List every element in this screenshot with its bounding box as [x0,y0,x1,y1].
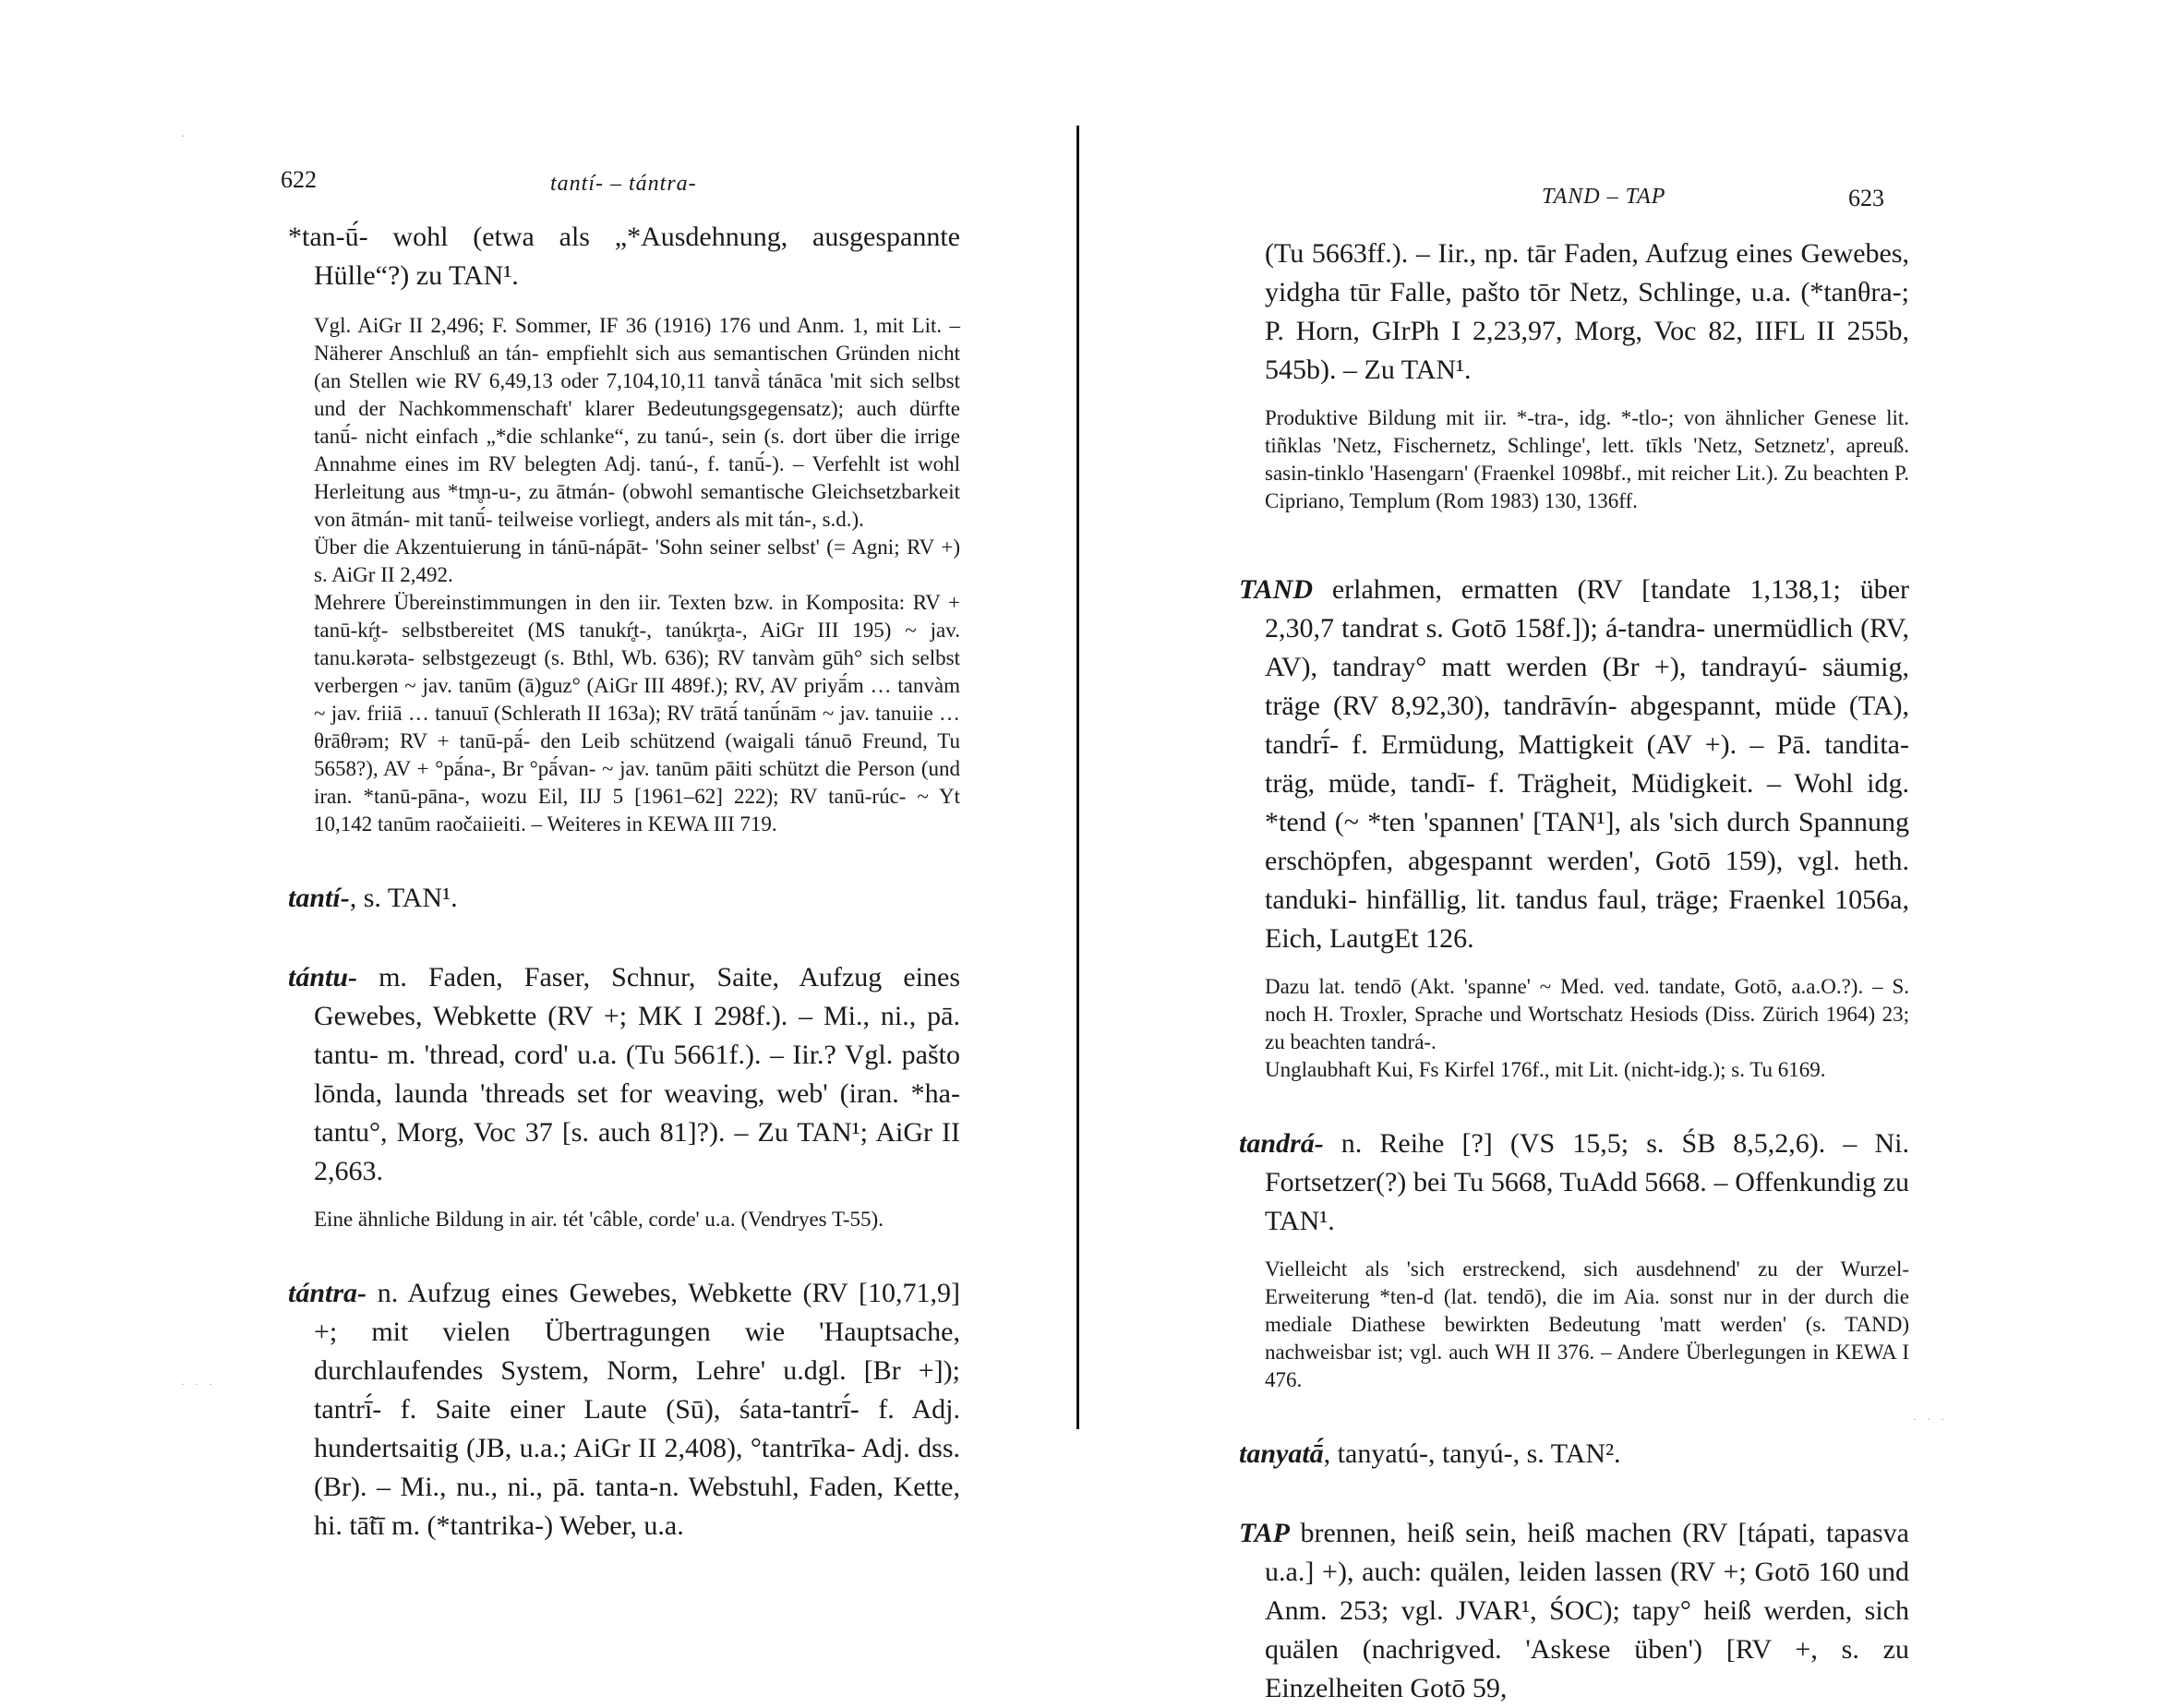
tand-note-2: Unglaubhaft Kui, Fs Kirfel 176f., mit Lit. (nicht-idg.); s. Tu 6169. [1265,1058,1826,1081]
tanyata-text: , tanyatú-, tanyú-, s. TAN². [1323,1438,1621,1469]
intro-note-compounds: Mehrere Übereinstimmungen in den iir. Texten bzw. in Komposita: RV + tanū-kŕ̥t- selbstbereitet (MS tanukŕ̥t-, tanúkr̥ta-, AiGr III 195) ~ jav. tanu.kərəta- selbstgezeugt (s. Bthl, Wb. 636); RV tanvàm gūh° sich selbst verbergen ~ jav. tanūm (ā)guz° (AiGr III 489f.); RV, AV priyā́m … tanvàm ~ jav. friiā … tanuuī (Schlerath II 163a); RV trātā́ tanū́nām ~ jav. tanuiie … θrāθrəm; RV + tanū-pā́- den Leib schützend (waigali tánuō Freund, Tu 5658?), AV + °pā́na-, Br °pā́van- ~ jav. tanūm pāiti schützt die Person (und iran. *tanū-pāna-, wozu Eil, IIJ 5 [1961–62] 222); RV tanū-rúc- ~ Yt 10,142 tanūm raočaiieiti. – Weiteres in KEWA III 719. [314,591,960,836]
intro-note: Vgl. AiGr II 2,496; F. Sommer, IF 36 (1916) 176 und Anm. 1, mit Lit. – Näherer Anschluß an tán- empfiehlt sich aus semantischen Gründen nicht (an Stellen wie RV 6,49,13 oder 7,104,10,11 tanvā̀ tánāca 'mit sich selbst und der Nachkommenschaft' klarer Bedeutungsgegensatz); auch dürfte tanū́- nicht einfach „*die schlanke“, zu tanú-, sein (s. dort über die irrige Annahme eines im RV belegten Adj. tanú-, f. tanū́-). – Verfehlt ist wohl Herleitung aus *tm̥n-u-, zu ātmán- (obwohl semantische Gleichsetzbarkeit von ātmán- mit tanū́- teilweise vorliegt, anders als mit tán-, s.d.). [314,314,960,531]
entry-tand [1239,571,1909,958]
entry-tanyata [1239,1435,1909,1473]
lemma-tandra: tandrá- [1239,1128,1324,1159]
left-page: · 622 tantí- – tántra- *tan-ū́- wohl (etwa als „*Ausdehnung, ausgespannte Hülle“?) zu TAN¹. Vgl. AiGr II 2,496; F. Sommer, IF 36 (1916) 176 und Anm. 1, mit Lit. – Näherer Anschluß an tán- empfiehlt sich aus semantischen Gründen nicht (an Stellen wie RV 6,49,13 oder 7,104,10,11 tanvā̀ tánāca 'mit sich selbst und der Nachkommenschaft' klarer Bedeutungsgegensatz); auch dürfte tanū́- nicht einfach „*die schlanke“, zu tanú-, sein (s. dort über die irrige Annahme eines im RV belegten Adj. tanú-, f. tanū́-). – Verfehlt ist wohl Herleitung aus *tm̥n-u-, zu ātmán- (obwohl semantische Gleichsetzbarkeit von ātmán- mit tanū́- teilweise vorliegt, anders als mit tán-, s.d.). Über die Akzentuierung in tánū-nápāt- 'Sohn seiner selbst' (= Agni; RV +) s. AiGr II 2,492. Mehrere Übereinstimmungen in den iir. Texten bzw. in Komposita: RV + tanū-kŕ̥t- selbstbereitet (MS tanukŕ̥t-, tanúkr̥ta-, AiGr III 195) ~ jav. tanu.kərəta- selbstgezeugt (s. Bthl, Wb. 636); RV tanvàm gūh° sich selbst verbergen ~ jav. tanūm (ā)guz° (AiGr III 489f.); RV, AV priyā́m … tanvàm ~ jav. friiā … tanuuī (Schlerath II 163a); RV trātā́ tanū́nām ~ jav. tanuiie … θrāθrəm; RV + tanū-pā́- den Leib schützend (waigali tánuō Freund, Tu 5658?), AV + °pā́na-, Br °pā́van- ~ jav. tanūm pāiti schützt die Person (und iran. *tanū-pāna-, wozu Eil, IIJ 5 [1961–62] 222); RV tanū-rúc- ~ Yt 10,142 tanūm raočaiieiti. – Weiteres in KEWA III 719. tantí-, s. TAN¹. tántu- m. Faden, Faser, Schnur, Saite, Aufzug eines Gewebes, Webkette (RV +; MK I 298f.). – Mi., ni., pā. tantu- m. 'thread, cord' u.a. (Tu 5661f.). – Iir.? Vgl. pašto lōnda, launda 'threads set for weaving, web' (iran. *ha-tantu°, Morg, Voc 37 [s. auch 81]?). – Zu TAN¹; AiGr II 2,663. Eine ähnliche Bildung in air. tét 'câble, corde' u.a. (Vendryes T-55). tántra- n. Aufzug eines Gewebes, Webkette (RV [10,71,9] +; mit vielen Übertragungen wie 'Hauptsache, durchlaufendes System, Norm, Lehre' u.dgl. [Br +]); tantrī́- f. Saite einer Laute (Sū), śata-tantrī́- f. Adj. hundertsaitig (JB, u.a.; AiGr II 2,408), °tantrīka- Adj. dss. (Br). – Mi., nu., ni., pā. tanta-n. Webstuhl, Faden, Kette, hi. tā̃tī m. (*tantrika-) Weber, u.a. · · · [0,0,1082,1529]
tand-note-1: Dazu lat. tendō (Akt. 'spanne' ~ Med. ved. tandate, Gotō, a.a.O.?). – S. noch H. Troxler, Sprache und Wortschatz Hesiods (Diss. Zürich 1964) 23; zu beachten tandrá-. [1265,975,1909,1053]
tap-text: brennen, heiß sein, heiß machen (RV [tápati, tapasva u.a.] +), auch: quälen, leiden lassen (RV +; Gotō 160 und Anm. 253; vgl. JVAR¹, ŚOC); tapy° heiß werden, sich quälen (nachrigved. 'Askese üben') [RV +, s. zu Einzelheiten Gotō 59, [1265,1518,1909,1703]
right-column [1239,235,1909,1708]
tantu-text: m. Faden, Faser, Schnur, Saite, Aufzug eines Gewebes, Webkette (RV +; MK I 298f.). – Mi., ni., pā. tantu- m. 'thread, cord' u.a. (Tu 5661f.). – Iir.? Vgl. pašto lōnda, launda 'threads set for weaving, web' (iran. *ha-tantu°, Morg, Voc 37 [s. auch 81]?). – Zu TAN¹; AiGr II 2,663. [314,962,960,1186]
left-running-head: tantí- – tántra- [550,172,697,196]
lemma-tantu: tántu- [288,962,358,992]
entry-tantu [288,958,960,1191]
tantra-text: n. Aufzug eines Gewebes, Webkette (RV [10,71,9] +; mit vielen Übertragungen wie 'Hauptsache, durchlaufendes System, Norm, Lehre' u.dgl. [Br +]); tantrī́- f. Saite einer Laute (Sū), śata-tantrī́- f. Adj. hundertsaitig (JB, u.a.; AiGr II 2,408), °tantrīka- Adj. dss. (Br). – Mi., nu., ni., pā. tanta-n. Webstuhl, Faden, Kette, hi. tā̃tī m. (*tantrika-) Weber, u.a. [314,1278,960,1541]
entry-tandra [1239,1125,1909,1241]
tandra-note: Vielleicht als 'sich erstreckend, sich ausdehnend' zu der Wurzel-Erweiterung *ten-d (lat. tendō), die im Aia. sonst nur in der durch die mediale Diathese bewirkten Bedeutung 'matt werden' (s. TAND) nachweisbar ist; vgl. auch WH II 376. – Andere Überlegungen in KEWA I 476. [1265,1257,1909,1391]
lemma-tand: TAND [1239,574,1314,605]
lemma-tantra: tántra- [288,1278,367,1308]
left-column [288,218,960,1546]
right-page: TAND – TAP 623 (Tu 5663ff.). – Iir., np. tār Faden, Aufzug eines Gewebes, yidgha tūr Falle, pašto tōr Netz, Schlinge, u.a. (*tanθra-; P. Horn, GIrPh I 2,23,97, Morg, Voc 82, IIFL II 255b, 545b). – Zu TAN¹. Produktive Bildung mit iir. *-tra-, idg. *-tlo-; von ähnlicher Genese lit. tiñklas 'Netz, Fischernetz, Schlinge', lett. tīkls 'Netz, Setznetz', apreuß. sasin-tinklo 'Hasengarn' (Fraenkel 1098bf., mit reicher Lit.). Zu beachten P. Cipriano, Templum (Rom 1983) 130, 136ff. TAND erlahmen, ermatten (RV [tandate 1,138,1; über 2,30,7 tandrat s. Gotō 158f.]); á-tandra- unermüdlich (RV, AV), tandray° matt werden (Br +), tandrayú- säumig, träge (RV 8,92,30), tandrāvín- abgespannt, müde (TA), tandrī́- f. Ermüdung, Mattigkeit (AV +). – Pā. tandita- träg, müde, tandī- f. Trägheit, Müdigkeit. – Wohl idg. *tend (~ *ten 'spannen' [TAN¹], als 'sich durch Spannung erschöpfen, abgespannt werden', Gotō 159), vgl. heth. tanduki- hinfällig, lit. tandus faul, träge; Fraenkel 1056a, Eich, LautgEt 126. Dazu lat. tendō (Akt. 'spanne' ~ Med. ved. tandate, Gotō, a.a.O.?). – S. noch H. Troxler, Sprache und Wortschatz Hesiods (Diss. Zürich 1964) 23; zu beachten tandrá-. Unglaubhaft Kui, Fs Kirfel 176f., mit Lit. (nicht-idg.); s. Tu 6169. tandrá- n. Reihe [?] (VS 15,5; s. ŚB 8,5,2,6). – Ni. Fortsetzer(?) bei Tu 5668, TuAdd 5668. – Offenkundig zu TAN¹. Vielleicht als 'sich erstreckend, sich ausdehnend' zu der Wurzel-Erweiterung *ten-d (lat. tendō), die im Aia. sonst nur in der durch die mediale Diathese bewirkten Bedeutung 'matt werden' (s. TAND) nachweisbar ist; vgl. auch WH II 376. – Andere Überlegungen in KEWA I 476. tanyatā́, tanyatú-, tanyú-, s. TAN². TAP brennen, heiß sein, heiß machen (RV [tápati, tapasva u.a.] +), auch: quälen, leiden lassen (RV +; Gotō 160 und Anm. 253; vgl. JVAR¹, ŚOC); tapy° heiß werden, sich quälen (nachrigved. 'Askese üben') [RV +, s. zu Einzelheiten Gotō 59, · · · [1082,0,2164,1529]
tanti-text: , s. TAN¹. [349,883,458,913]
left-page-number: 622 [281,166,317,193]
lemma-tap: TAP [1239,1518,1291,1548]
tand-text: erlahmen, ermatten (RV [tandate 1,138,1; über 2,30,7 tandrat s. Gotō 158f.]); á-tandra- unermüdlich (RV, AV), tandray° matt werden (Br +), tandrayú- säumig, träge (RV 8,92,30), tandrāvín- abgespannt, müde (TA), tandrī́- f. Ermüdung, Mattigkeit (AV +). – Pā. tandita- träg, müde, tandī- f. Trägheit, Müdigkeit. – Wohl idg. *tend (~ *ten 'spannen' [TAN¹], als 'sich durch Spannung erschöpfen, abgespannt werden', Gotō 159), vgl. heth. tanduki- hinfällig, lit. tandus faul, träge; Fraenkel 1056a, Eich, LautgEt 126. [1265,574,1909,954]
right-page-number: 623 [1848,185,1884,211]
entry-tantra [288,1274,960,1546]
entry-tanti [288,879,960,918]
lemma-tanyata: tanyatā́ [1239,1438,1324,1469]
entry-tap [1239,1514,1909,1708]
tandra-text: n. Reihe [?] (VS 15,5; s. ŚB 8,5,2,6). – Ni. Fortsetzer(?) bei Tu 5668, TuAdd 5668. – Offenkundig zu TAN¹. [1265,1128,1909,1236]
gutter-line [1076,126,1079,1429]
tantu-note: Eine ähnliche Bildung in air. tét 'câble, corde' u.a. (Vendryes T-55). [314,1208,884,1231]
intro-note-accent: Über die Akzentuierung in tánū-nápāt- 'Sohn seiner selbst' (= Agni; RV +) s. AiGr II 2,492. [314,535,960,586]
continuation-text: (Tu 5663ff.). – Iir., np. tār Faden, Aufzug eines Gewebes, yidgha tūr Falle, pašto tōr Netz, Schlinge, u.a. (*tanθra-; P. Horn, GIrPh I 2,23,97, Morg, Voc 82, IIFL II 255b, 545b). – Zu TAN¹. [1265,238,1909,385]
right-running-head: TAND – TAP [1542,185,1666,209]
continuation-note: Produktive Bildung mit iir. *-tra-, idg. *-tlo-; von ähnlicher Genese lit. tiñklas 'Netz, Fischernetz, Schlinge', lett. tīkls 'Netz, Setznetz', apreuß. sasin-tinklo 'Hasengarn' (Fraenkel 1098bf., mit reicher Lit.). Zu beachten P. Cipriano, Templum (Rom 1983) 130, 136ff. [1265,406,1909,512]
intro-entry: *tan-ū́- wohl (etwa als „*Ausdehnung, ausgespannte Hülle“?) zu TAN¹. [288,222,960,291]
lemma-tanti: tantí- [288,883,350,913]
